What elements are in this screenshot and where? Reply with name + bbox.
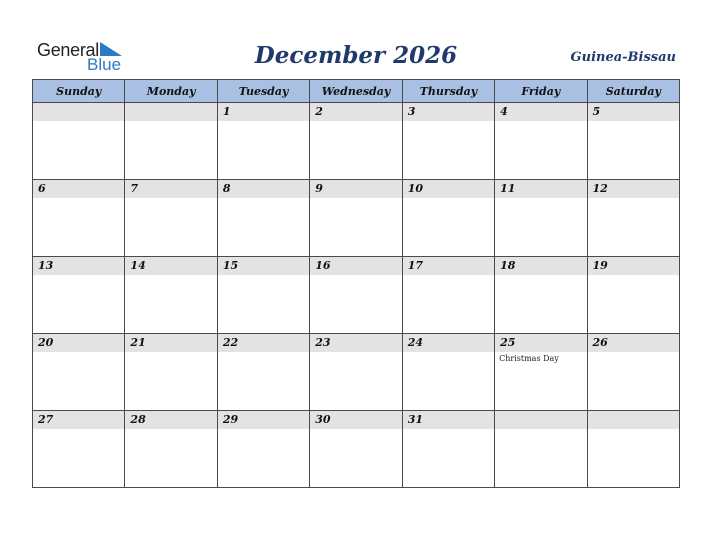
holiday-label: Christmas Day (499, 354, 559, 363)
day-number: 16 (310, 257, 401, 275)
day-number (588, 411, 679, 429)
day-number: 13 (33, 257, 124, 275)
day-cell (402, 411, 494, 488)
day-cell (587, 411, 679, 488)
day-number: 1 (218, 103, 309, 121)
day-cell (310, 334, 402, 411)
day-cell (310, 411, 402, 488)
weekday-header: Wednesday (310, 80, 402, 103)
day-cell (310, 180, 402, 257)
day-number (495, 411, 586, 429)
day-cell (495, 180, 587, 257)
day-cell (125, 257, 217, 334)
day-number (125, 103, 216, 121)
day-number: 19 (588, 257, 679, 275)
week-row (33, 411, 680, 488)
day-cell (587, 103, 679, 180)
day-cell (125, 411, 217, 488)
day-number: 4 (495, 103, 586, 121)
day-number: 26 (588, 334, 679, 352)
day-number: 2 (310, 103, 401, 121)
day-number: 9 (310, 180, 401, 198)
day-cell (402, 180, 494, 257)
day-number: 8 (218, 180, 309, 198)
day-number: 12 (588, 180, 679, 198)
day-cell (217, 180, 309, 257)
day-number: 10 (403, 180, 494, 198)
week-row (33, 257, 680, 334)
day-cell (217, 103, 309, 180)
country-name: Guinea-Bissau (570, 50, 676, 65)
day-cell (587, 180, 679, 257)
day-cell (587, 257, 679, 334)
day-cell (495, 257, 587, 334)
day-cell (495, 103, 587, 180)
day-number (33, 103, 124, 121)
day-number: 25 (495, 334, 586, 352)
day-cell (33, 257, 125, 334)
weekday-header: Saturday (587, 80, 679, 103)
logo-general-text: General (37, 40, 99, 60)
day-number: 28 (125, 411, 216, 429)
day-cell (495, 334, 587, 411)
day-number: 15 (218, 257, 309, 275)
day-number: 21 (125, 334, 216, 352)
calendar-title: December 2026 (254, 42, 458, 69)
week-row (33, 180, 680, 257)
day-cell (217, 334, 309, 411)
day-cell (310, 257, 402, 334)
weekday-header: Thursday (402, 80, 494, 103)
day-cell (33, 103, 125, 180)
day-number: 3 (403, 103, 494, 121)
day-number: 30 (310, 411, 401, 429)
day-number: 31 (403, 411, 494, 429)
day-number: 24 (403, 334, 494, 352)
weekday-header: Tuesday (217, 80, 309, 103)
week-row (33, 334, 680, 411)
day-cell (217, 411, 309, 488)
day-cell (33, 411, 125, 488)
logo-blue-text: Blue (87, 55, 122, 74)
calendar-grid (32, 79, 680, 488)
day-number: 22 (218, 334, 309, 352)
day-cell (402, 103, 494, 180)
weekday-header: Monday (125, 80, 217, 103)
day-cell (402, 257, 494, 334)
day-number: 20 (33, 334, 124, 352)
day-number: 17 (403, 257, 494, 275)
day-cell (495, 411, 587, 488)
day-cell (33, 334, 125, 411)
day-number: 14 (125, 257, 216, 275)
day-number: 6 (33, 180, 124, 198)
day-cell (217, 257, 309, 334)
day-number: 27 (33, 411, 124, 429)
day-cell (125, 180, 217, 257)
day-number: 7 (125, 180, 216, 198)
day-cell (310, 103, 402, 180)
weekday-header: Sunday (33, 80, 125, 103)
day-cell (33, 180, 125, 257)
day-number: 23 (310, 334, 401, 352)
day-cell (125, 334, 217, 411)
week-row (33, 103, 680, 180)
day-number: 29 (218, 411, 309, 429)
day-cell (587, 334, 679, 411)
weekday-header-row (33, 80, 680, 103)
day-cell (402, 334, 494, 411)
day-number: 11 (495, 180, 586, 198)
weekday-header: Friday (495, 80, 587, 103)
day-number: 18 (495, 257, 586, 275)
day-cell (125, 103, 217, 180)
day-number: 5 (588, 103, 679, 121)
